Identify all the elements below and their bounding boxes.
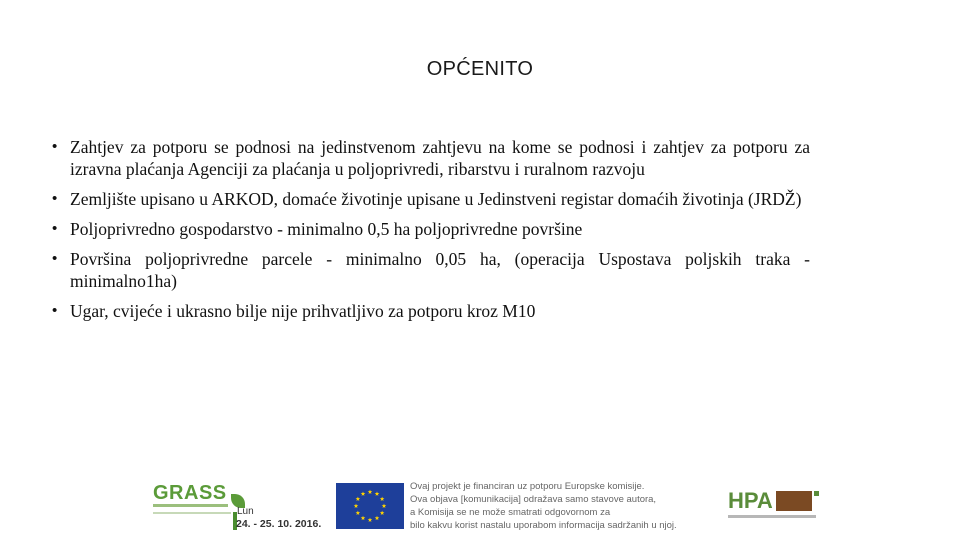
bullet-item [52,136,810,180]
bullet-item [52,188,810,210]
bullet-text: Zemljište upisano u ARKOD, domaće životinje upisane u Jedinstveni registar domaćih životinja (JRDŽ) [70,189,802,209]
disclaimer-line: Ovaj projekt je financiran uz potporu Europske komisije. [410,481,645,492]
disclaimer-line: a Komisija se ne može smatrati odgovornom za [410,507,611,518]
hpa-logo [728,488,828,528]
grass-logo-underline [153,504,228,507]
eu-star-icon [375,491,380,495]
eu-star-icon [368,490,373,494]
eu-star-icon [368,518,373,522]
bullet-dot-icon: • [52,138,58,155]
eu-star-icon [375,516,380,520]
hpa-logo-tagline [728,515,816,518]
bullet-text: Ugar, cvijeće i ukrasno bilje nije prihvatljivo za potporu kroz M10 [70,301,536,321]
disclaimer-line: bilo kakvu korist nastalu uporabom informacija sadržanih u njoj. [410,520,677,531]
hpa-logo-square [814,491,819,496]
bullet-dot-icon: • [52,302,58,319]
eu-star-icon [361,491,366,495]
bullet-item [52,300,810,322]
bullet-text: Zahtjev za potporu se podnosi na jedinstvenom zahtjevu na kome se podnosi i zahtjev za potporu za izravna plaćanja Agenciji za plaćanja u poljoprivredi, ribarstvu i ruralnom razvoju [70,137,810,179]
bullet-dot-icon: • [52,190,58,207]
disclaimer-line: Ova objava [komunikacija] odražava samo stavove autora, [410,494,657,505]
bullet-text: Površina poljoprivredne parcele - minimalno 0,05 ha, (operacija Uspostava poljskih traka - minimalno1ha) [70,249,810,291]
eu-flag-icon [336,483,404,529]
eu-star-icon [380,497,385,501]
slide-title: OPĆENITO [426,58,534,80]
eu-star-icon [356,511,361,515]
bullet-text: Poljoprivredno gospodarstvo - minimalno 0,5 ha poljoprivredne površine [70,219,583,239]
bullet-list [52,136,810,330]
grass-logo-dash: Lun [237,506,254,517]
event-date: 24. - 25. 10. 2016. [236,518,322,530]
hpa-logo-block [776,491,812,511]
grass-logo-tagline [153,512,231,514]
eu-star-icon [380,511,385,515]
bullet-dot-icon: • [52,250,58,267]
eu-star-icon [356,497,361,501]
bullet-item [52,248,810,292]
eu-star-icon [361,516,366,520]
bullet-dot-icon: • [52,220,58,237]
grass-logo [153,482,322,532]
eu-disclaimer [410,480,710,532]
grass-logo-wordmark: GRASS [153,482,227,504]
hpa-logo-wordmark: HPA [728,488,773,513]
eu-star-icon [354,504,359,508]
eu-star-icon [382,504,387,508]
bullet-item [52,218,810,240]
eu-stars-icon [336,483,404,529]
